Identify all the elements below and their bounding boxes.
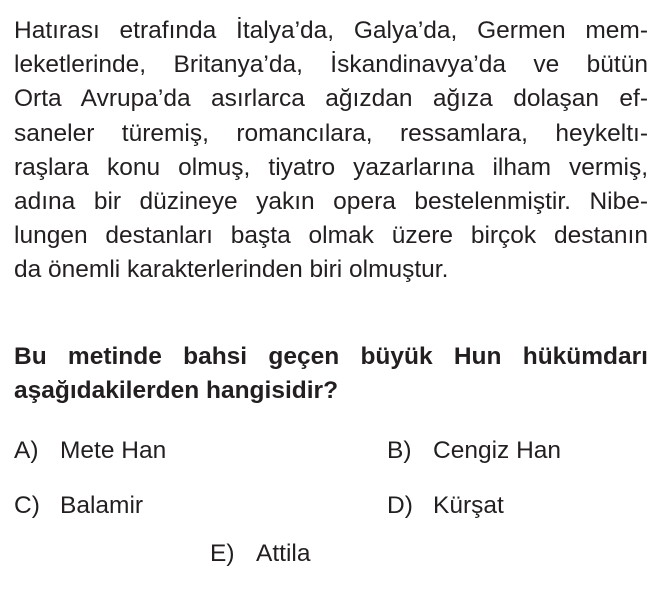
option-a[interactable]: [14, 436, 166, 466]
option-text: Balamir: [60, 492, 144, 519]
option-e[interactable]: [210, 539, 310, 569]
passage-line: da önemli karakterlerinden biri olmuştur.: [14, 256, 449, 284]
passage-line: Orta Avrupa’da asırlarca ağızdan ağıza dolaşan ef-: [14, 85, 648, 113]
option-letter: A): [14, 437, 39, 464]
option-b[interactable]: [387, 436, 561, 466]
option-d[interactable]: [387, 491, 504, 521]
question-line: Bu metinde bahsi geçen büyük Hun hükümdarı: [14, 343, 648, 370]
option-c[interactable]: [14, 491, 143, 521]
option-text: Kürşat: [433, 492, 504, 519]
passage-line: adına bir düzineye yakın opera bestelenmiştir. Nibe-: [14, 188, 648, 216]
passage-line: Hatırası etrafında İtalya’da, Galya’da, Germen mem-: [14, 17, 648, 44]
question-stem: [14, 340, 648, 408]
option-text: Mete Han: [60, 437, 167, 464]
option-letter: C): [14, 492, 40, 519]
passage-line: leketlerinde, Britanya’da, İskandinavya’da ve bütün: [14, 51, 648, 79]
option-letter: D): [387, 492, 413, 519]
passage-line: lungen destanları başta olmak üzere birçok destanın: [14, 222, 648, 250]
passage-line: saneler türemiş, romancılara, ressamlara, heykeltı-: [14, 119, 648, 147]
passage-line: raşlara konu olmuş, tiyatro yazarlarına ilham vermiş,: [14, 153, 648, 181]
passage-text: [14, 14, 648, 288]
option-text: Cengiz Han: [433, 437, 562, 464]
question-line: aşağıdakilerden hangisidir?: [14, 377, 339, 405]
option-text: Attila: [256, 540, 311, 567]
option-letter: E): [210, 540, 235, 567]
option-letter: B): [387, 437, 412, 464]
